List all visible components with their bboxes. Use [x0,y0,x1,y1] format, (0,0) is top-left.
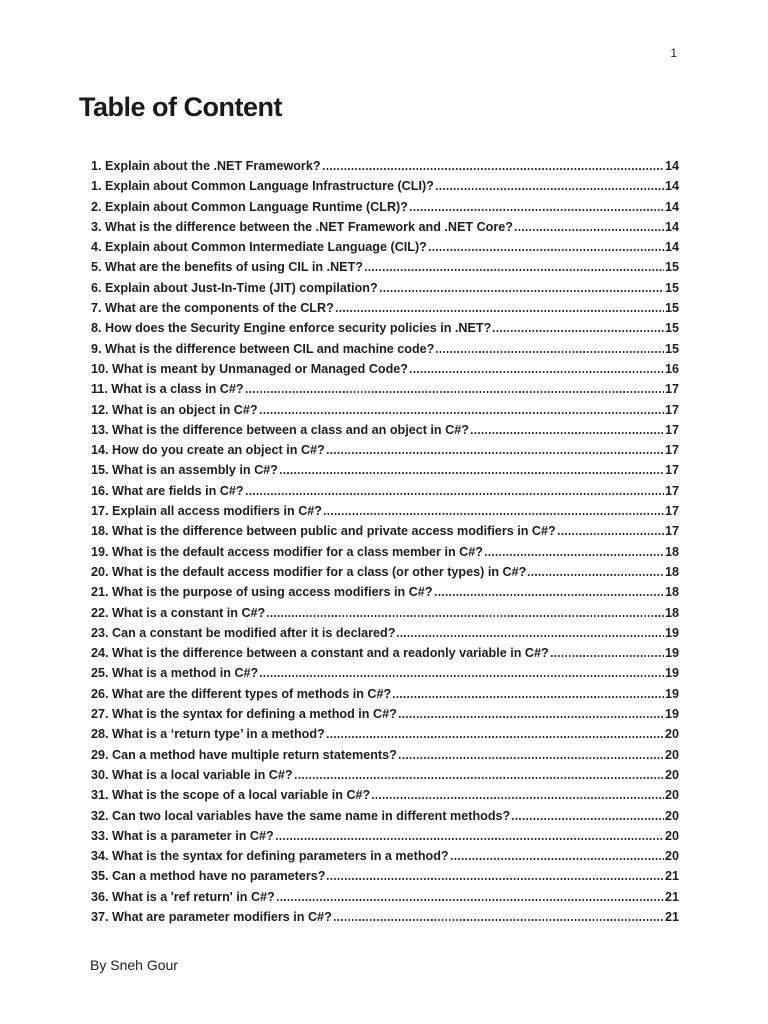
toc-entry-title[interactable]: 24. What is the difference between a constant and a readonly variable in C#? [91,646,549,661]
toc-entry-page-number[interactable]: 15 [664,301,679,316]
toc-entry[interactable] [91,826,679,846]
toc-entry-page-number[interactable]: 15 [664,260,679,275]
toc-entry-page-number[interactable]: 17 [664,443,679,458]
toc-entry[interactable] [91,785,679,805]
toc-entry[interactable] [91,197,679,217]
toc-dot-leader [492,329,664,333]
toc-entry-title[interactable]: 2. Explain about Common Language Runtime (CLR)? [91,199,408,214]
toc-entry[interactable] [91,562,679,582]
toc-dot-leader [371,796,664,800]
toc-entry-page-number[interactable]: 18 [664,564,679,579]
toc-entry-page-number[interactable]: 21 [664,889,679,904]
toc-entry[interactable] [91,643,679,663]
toc-entry-title[interactable]: 22. What is a constant in C#? [91,605,266,620]
toc-entry-title[interactable]: 37. What are parameter modifiers in C#? [91,909,332,924]
toc-entry-page-number[interactable]: 19 [664,707,679,722]
toc-entry-page-number[interactable]: 19 [664,666,679,681]
toc-entry-title[interactable]: 35. Can a method have no parameters? [91,869,326,884]
toc-entry[interactable] [91,339,679,359]
toc-entry[interactable] [91,887,679,907]
toc-dot-leader [364,268,664,272]
toc-entry-page-number[interactable]: 17 [664,382,679,397]
toc-entry-page-number[interactable]: 20 [664,828,679,843]
toc-dot-leader [398,756,664,760]
toc-entry-page-number[interactable]: 17 [664,422,679,437]
toc-entry-title[interactable]: 18. What is the difference between public and private access modifiers in C#? [91,524,556,539]
toc-entry[interactable] [91,460,679,480]
toc-dot-leader [392,695,664,699]
toc-entry-page-number[interactable]: 17 [664,524,679,539]
toc-entry-title[interactable]: 7. What are the components of the CLR? [91,301,334,316]
toc-entry-title[interactable]: 21. What is the purpose of using access modifiers in C#? [91,585,433,600]
toc-entry[interactable] [91,582,679,602]
toc-entry-page-number[interactable]: 21 [664,869,679,884]
toc-entry-title[interactable]: 16. What are fields in C#? [91,483,244,498]
toc-entry-title[interactable]: 17. Explain all access modifiers in C#? [91,504,322,519]
toc-entry-page-number[interactable]: 18 [664,605,679,620]
toc-entry[interactable] [91,663,679,683]
toc-entry-page-number[interactable]: 14 [664,240,679,255]
toc-entry[interactable] [91,745,679,765]
toc-entry-title[interactable]: 12. What is an object in C#? [91,402,258,417]
toc-entry-page-number[interactable]: 21 [664,909,679,924]
toc-entry-page-number[interactable]: 20 [664,788,679,803]
toc-dot-leader [279,471,664,475]
toc-dot-leader [379,289,664,293]
toc-entry[interactable] [91,704,679,724]
toc-entry-title[interactable]: 14. How do you create an object in C#? [91,443,325,458]
toc-entry[interactable] [91,806,679,826]
toc-dot-leader [326,877,664,881]
toc-entry-page-number[interactable]: 18 [664,585,679,600]
toc-entry-title[interactable]: 33. What is a parameter in C#? [91,828,274,843]
toc-entry-page-number[interactable]: 19 [664,686,679,701]
toc-dot-leader [322,167,664,171]
toc-entry-page-number[interactable]: 14 [664,159,679,173]
toc-entry[interactable] [91,481,679,501]
toc-entry[interactable] [91,298,679,318]
toc-dot-leader [450,857,664,861]
toc-entry-title[interactable]: 19. What is the default access modifier for a class member in C#? [91,544,483,559]
toc-dot-leader [398,715,664,719]
toc-entry-title[interactable]: 1. Explain about Common Language Infrastructure (CLI)? [91,179,434,194]
toc-dot-leader [511,817,664,821]
toc-dot-leader [428,248,664,252]
toc-entry[interactable] [91,724,679,744]
toc-entry-title[interactable]: 11. What is a class in C#? [91,382,244,397]
toc-dot-leader [435,187,664,191]
toc-entry-title[interactable]: 13. What is the difference between a class and an object in C#? [91,422,469,437]
toc-entry-title[interactable]: 29. Can a method have multiple return statements? [91,747,397,762]
toc-entry-title[interactable]: 20. What is the default access modifier for a class (or other types) in C#? [91,564,527,579]
toc-entry-title[interactable]: 23. Can a constant be modified after it is declared? [91,625,396,640]
toc-entry-title[interactable]: 3. What is the difference between the .NET Framework and .NET Core? [91,219,513,234]
toc-entry-page-number[interactable]: 15 [664,321,679,336]
toc-entry-page-number[interactable]: 20 [664,767,679,782]
toc-entry[interactable] [91,623,679,643]
toc-entry-title[interactable]: 30. What is a local variable in C#? [91,767,293,782]
toc-entry-title[interactable]: 36. What is a 'ref return' in C#? [91,889,275,904]
toc-entry[interactable] [91,603,679,623]
toc-entry-title[interactable]: 1. Explain about the .NET Framework? [91,159,321,173]
toc-entry-title[interactable]: 8. How does the Security Engine enforce security policies in .NET? [91,321,492,336]
toc-entry-title[interactable]: 28. What is a ‘return type’ in a method? [91,727,325,742]
toc-dot-leader [557,532,664,536]
toc-dot-leader [550,654,664,658]
toc-dot-leader [333,918,664,922]
toc-dot-leader [527,573,664,577]
toc-entry[interactable] [91,217,679,237]
page-number: 1 [670,46,677,60]
toc-entry-page-number[interactable]: 20 [664,849,679,864]
toc-entry-page-number[interactable]: 17 [664,504,679,519]
toc-dot-leader [484,553,664,557]
toc-entry-page-number[interactable]: 20 [664,727,679,742]
toc-entry-page-number[interactable]: 17 [664,483,679,498]
toc-dot-leader [470,431,664,435]
toc-dot-leader [514,228,664,232]
toc-dot-leader [409,208,664,212]
toc-dot-leader [259,674,664,678]
toc-entry[interactable] [91,907,679,927]
toc-entry-page-number[interactable]: 14 [664,219,679,234]
toc-entry[interactable] [91,237,679,257]
toc-dot-leader [259,411,664,415]
toc-entry-title[interactable]: 27. What is the syntax for defining a method in C#? [91,707,397,722]
toc-entry-title[interactable]: 4. Explain about Common Intermediate Language (CIL)? [91,240,427,255]
toc-entry-title[interactable]: 6. Explain about Just-In-Time (JIT) compilation? [91,280,378,295]
toc-dot-leader [326,735,664,739]
toc-dot-leader [275,837,664,841]
toc-entry[interactable] [91,257,679,277]
toc-dot-leader [294,776,664,780]
toc-entry-page-number[interactable]: 20 [664,808,679,823]
toc-entry[interactable] [91,521,679,541]
toc-entry[interactable] [91,420,679,440]
toc-entry[interactable] [91,379,679,399]
toc-entry[interactable] [91,684,679,704]
footer-author: By Sneh Gour [90,957,178,973]
toc-entry-title[interactable]: 10. What is meant by Unmanaged or Managed Code? [91,361,408,376]
toc-entry-title[interactable]: 15. What is an assembly in C#? [91,463,278,478]
toc-entry-page-number[interactable]: 17 [664,463,679,478]
toc-entry-page-number[interactable]: 19 [664,646,679,661]
toc-entry[interactable] [91,359,679,379]
toc-entry[interactable] [91,278,679,298]
toc-entry-page-number[interactable]: 15 [664,341,679,356]
toc-dot-leader [396,634,664,638]
toc-entry[interactable] [91,400,679,420]
toc-entry[interactable] [91,542,679,562]
toc-dot-leader [323,512,664,516]
toc-entry-page-number[interactable]: 16 [664,361,679,376]
toc-entry[interactable] [91,318,679,338]
toc-dot-leader [266,614,664,618]
toc-entry-page-number[interactable]: 17 [664,402,679,417]
toc-entry-title[interactable]: 32. Can two local variables have the same name in different methods? [91,808,511,823]
toc-entry[interactable] [91,765,679,785]
toc-entry[interactable] [91,440,679,460]
toc-dot-leader [276,898,664,902]
toc-dot-leader [245,492,664,496]
toc-dot-leader [245,390,664,394]
toc-entry[interactable] [91,501,679,521]
toc-dot-leader [434,593,664,597]
toc-dot-leader [435,350,664,354]
toc-entry-page-number[interactable]: 14 [664,179,679,194]
toc-entry[interactable] [91,846,679,866]
toc-entry-page-number[interactable]: 18 [664,544,679,559]
toc-entry[interactable] [91,156,679,176]
page-title: Table of Content [79,92,282,122]
toc-entry[interactable] [91,176,679,196]
toc-entry-page-number[interactable]: 20 [664,747,679,762]
toc-entry-page-number[interactable]: 14 [664,199,679,214]
toc-entry-page-number[interactable]: 15 [664,280,679,295]
toc-entry-title[interactable]: 34. What is the syntax for defining parameters in a method? [91,849,449,864]
toc-entry-title[interactable]: 9. What is the difference between CIL and machine code? [91,341,435,356]
toc-dot-leader [326,451,664,455]
toc-entry-title[interactable]: 25. What is a method in C#? [91,666,259,681]
toc-entry-title[interactable]: 31. What is the scope of a local variable in C#? [91,788,371,803]
table-of-contents [91,156,679,927]
toc-dot-leader [409,370,664,374]
toc-entry-title[interactable]: 26. What are the different types of methods in C#? [91,686,392,701]
toc-dot-leader [335,309,664,313]
toc-entry[interactable] [91,866,679,886]
toc-entry-page-number[interactable]: 19 [664,625,679,640]
toc-entry-title[interactable]: 5. What are the benefits of using CIL in .NET? [91,260,363,275]
